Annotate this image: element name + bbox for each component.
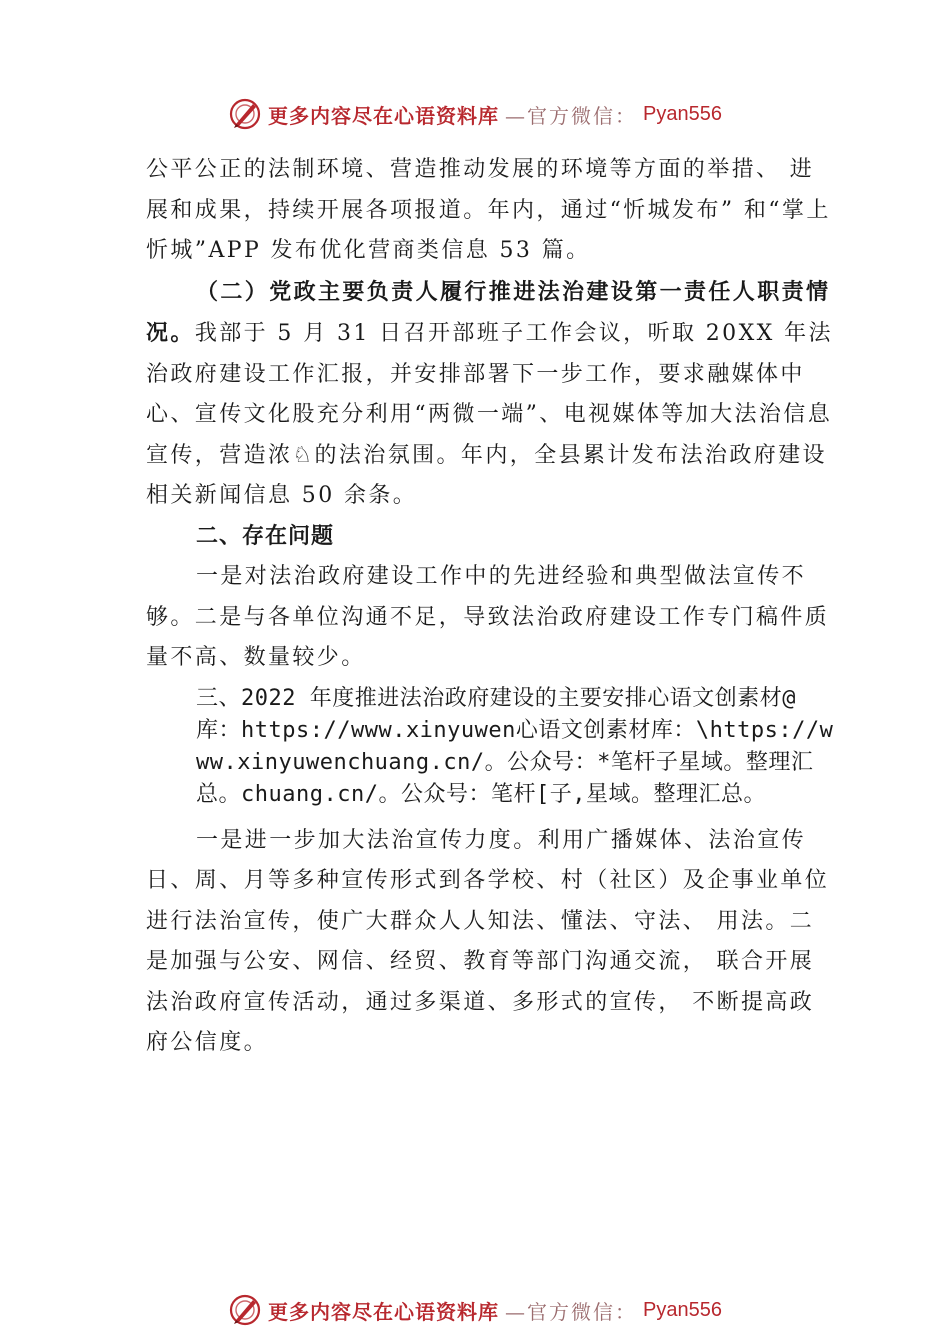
- paragraph-3: 一是对法治政府建设工作中的先进经验和典型做法宣传不够。二是与各单位沟通不足，导致法治政府建设工作专门稿件质量不高、数量较少。: [146, 564, 830, 670]
- banner-title: 更多内容尽在心语资料库: [268, 1299, 500, 1324]
- banner-wechat-label: —官方微信：: [505, 103, 638, 128]
- paragraph-2-text: 我部于 5 月 31 日召开部班子工作会议，听取 20XX 年法治政府建设工作汇报，并安排部署下一步工作，要求融媒体中心、宣传文化股充分利用“两微一端”、电视媒体等加大法治信息宣传，营造浓♘的法治氛围。年内，全县累计发布法治政府建设相关新闻信息 50 余条。: [146, 321, 833, 508]
- footer-banner: [0, 1290, 950, 1330]
- pen-logo-icon: [228, 97, 262, 131]
- paragraph-1: 公平公正的法制环境、营造推动发展的环境等方面的举措、 进展和成果，持续开展各项报道。年内，通过“忻城发布” 和“掌上忻城”APP 发布优化营商类信息 53 篇。: [146, 157, 831, 263]
- banner-wechat-id: Pyan556: [643, 1298, 722, 1321]
- document-body: [146, 150, 836, 1064]
- paragraph-2-heading: （二）党政主要负责人履行推进法治建设第一责任人职责情况。: [146, 278, 831, 346]
- paragraph-2: [146, 272, 836, 517]
- paragraph-4: 三、2022 年度推进法治政府建设的主要安排心语文创素材@库：https://www.xinyuwen心语文创素材库：\https://www.xinyuwenchuang.cn/。公众号：*笔杆子星域。整理汇总。chuang.cn/。公众号：笔杆[子,星域。整理汇总。: [196, 685, 834, 807]
- section-heading-problems: 二、存在问题: [196, 523, 335, 549]
- paragraph-5: 一是进一步加大法治宣传力度。利用广播媒体、法治宣传日、周、月等多种宣传形式到各学校、村（社区）及企事业单位进行法治宣传，使广大群众人人知法、懂法、守法、 用法。二是加强与公安、网信、经贸、教育等部门沟通交流， 联合开展法治政府宣传活动，通过多渠道、多形式的宣传， 不断提高政府公信度。: [146, 827, 830, 1055]
- banner-wechat-id: Pyan556: [643, 102, 722, 125]
- banner-wechat-label: —官方微信：: [505, 1299, 638, 1324]
- pen-logo-icon: [228, 1293, 262, 1327]
- banner-title: 更多内容尽在心语资料库: [268, 103, 500, 128]
- header-banner: [0, 94, 950, 134]
